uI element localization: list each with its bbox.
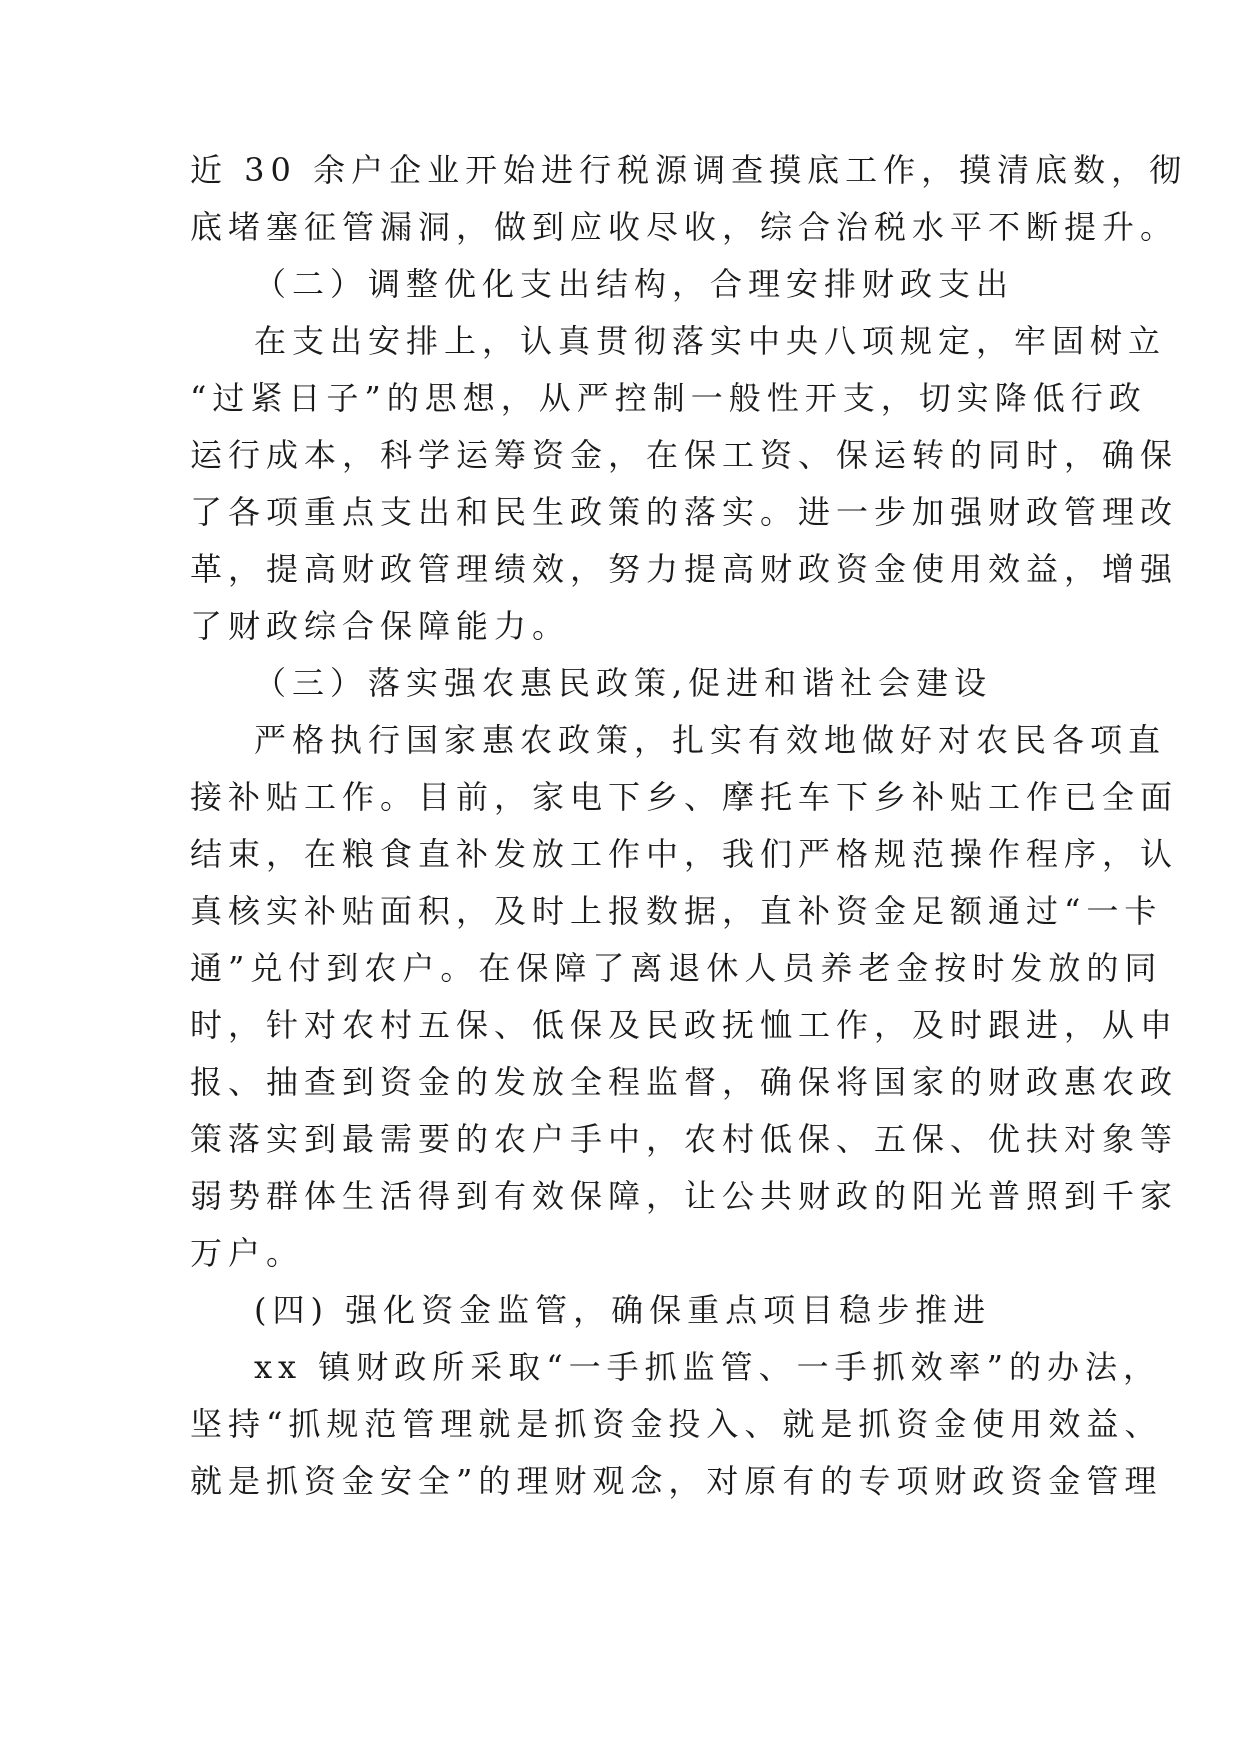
section-heading: （二）调整优化支出结构，合理安排财政支出 [254, 265, 1015, 303]
body-line: 策落实到最需要的农户手中，农村低保、五保、优扶对象等 [190, 1120, 1179, 1158]
body-line: xx 镇财政所采取“一手抓监管、一手抓效率”的办法， [254, 1348, 1161, 1386]
body-line: 运行成本，科学运筹资金，在保工资、保运转的同时，确保 [190, 436, 1179, 474]
section-heading: (四) 强化资金监管，确保重点项目稳步推进 [254, 1291, 992, 1329]
body-line: 近 30 余户企业开始进行税源调查摸底工作，摸清底数，彻 [190, 151, 1188, 189]
body-line: 时，针对农村五保、低保及民政抚恤工作，及时跟进，从申 [190, 1006, 1179, 1044]
section-heading: （三）落实强农惠民政策,促进和谐社会建设 [254, 664, 993, 702]
body-line: 通”兑付到农户。在保障了离退休人员养老金按时发放的同 [190, 949, 1163, 987]
body-line: “过紧日子”的思想，从严控制一般性开支，切实降低行政 [190, 379, 1147, 417]
body-line: 了财政综合保障能力。 [190, 607, 571, 645]
body-line: 弱势群体生活得到有效保障，让公共财政的阳光普照到千家 [190, 1177, 1179, 1215]
body-line: 真核实补贴面积，及时上报数据，直补资金足额通过“一卡 [190, 892, 1163, 930]
body-line: 坚持“抓规范管理就是抓资金投入、就是抓资金使用效益、 [190, 1405, 1163, 1443]
body-line: 在支出安排上，认真贯彻落实中央八项规定，牢固树立 [254, 322, 1167, 360]
body-line: 就是抓资金安全”的理财观念，对原有的专项财政资金管理 [190, 1462, 1163, 1500]
body-line: 底堵塞征管漏洞，做到应收尽收，综合治税水平不断提升。 [190, 208, 1179, 246]
body-line: 革，提高财政管理绩效，努力提高财政资金使用效益，增强 [190, 550, 1179, 588]
body-line: 了各项重点支出和民生政策的落实。进一步加强财政管理改 [190, 493, 1179, 531]
body-line: 接补贴工作。目前，家电下乡、摩托车下乡补贴工作已全面 [190, 778, 1179, 816]
body-line: 万户。 [190, 1234, 305, 1272]
body-line: 结束，在粮食直补发放工作中，我们严格规范操作程序，认 [190, 835, 1179, 873]
body-line: 严格执行国家惠农政策，扎实有效地做好对农民各项直 [254, 721, 1167, 759]
body-line: 报、抽查到资金的发放全程监督，确保将国家的财政惠农政 [190, 1063, 1179, 1101]
